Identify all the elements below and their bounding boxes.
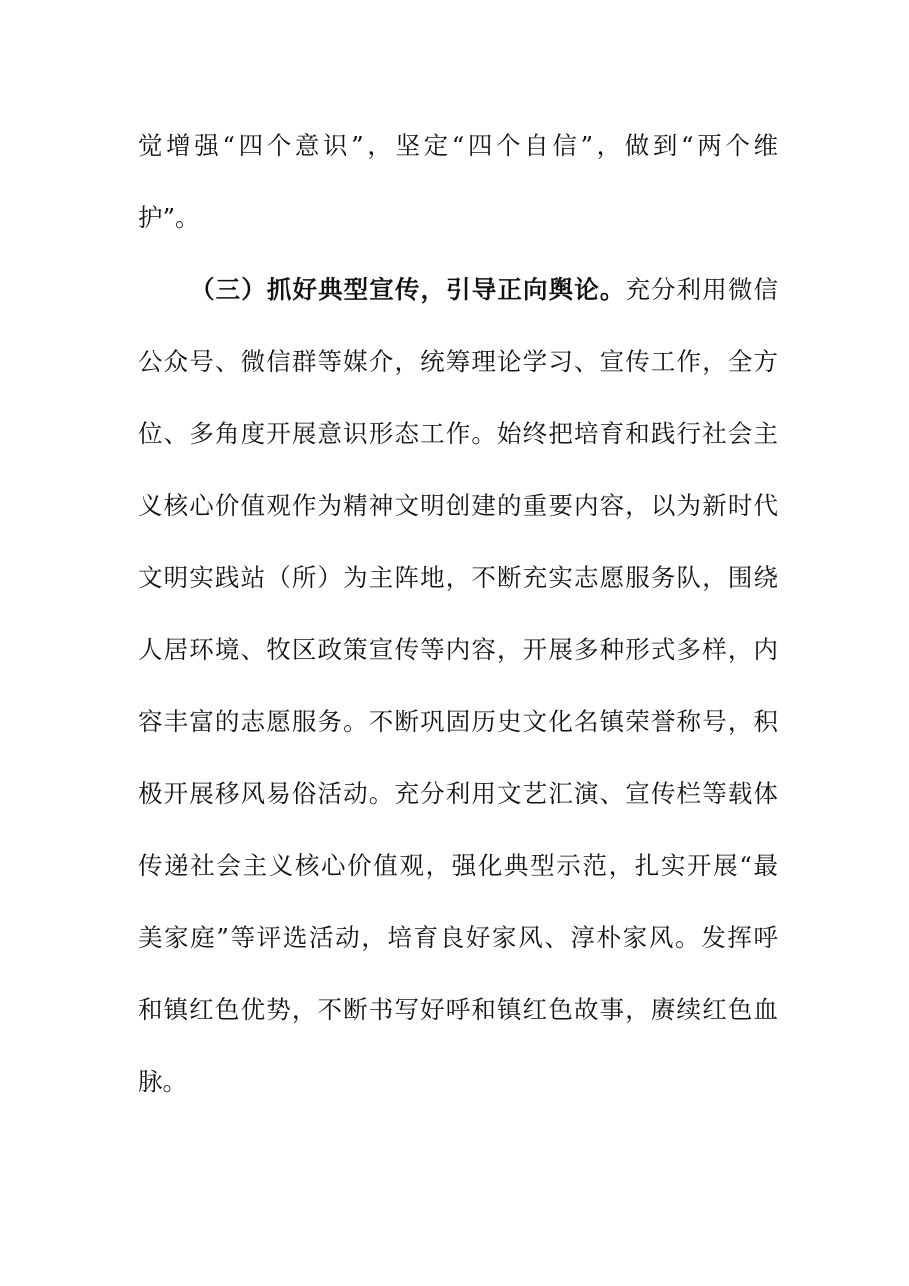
paragraph-line: 人居环境、牧区政策宣传等内容，开展多种形式多样，内 xyxy=(138,635,778,664)
paragraph-line: 义核心价值观作为精神文明创建的重要内容，以为新时代 xyxy=(138,491,778,520)
paragraph-line: 文明实践站（所）为主阵地，不断充实志愿服务队，围绕 xyxy=(138,563,778,592)
paragraph-line: 觉增强“四个意识”，坚定“四个自信”，做到“两个维 xyxy=(138,131,778,160)
paragraph-line: 和镇红色优势，不断书写好呼和镇红色故事，赓续红色血 xyxy=(138,995,778,1024)
paragraph-line: 护”。 xyxy=(138,203,200,232)
section-heading-line xyxy=(190,272,778,308)
paragraph-line: 美家庭”等评选活动，培育良好家风、淳朴家风。发挥呼 xyxy=(138,923,778,952)
paragraph-line: 脉。 xyxy=(138,1067,187,1096)
paragraph-line: 极开展移风易俗活动。充分利用文艺汇演、宣传栏等载体 xyxy=(138,779,778,808)
paragraph-line: 位、多角度开展意识形态工作。始终把培育和践行社会主 xyxy=(138,419,778,448)
section-heading: （三）抓好典型宣传，引导正向舆论。 xyxy=(190,275,626,304)
paragraph-line: 传递社会主义核心价值观，强化典型示范，扎实开展“最 xyxy=(138,851,778,880)
paragraph-line: 公众号、微信群等媒介，统筹理论学习、宣传工作，全方 xyxy=(138,347,778,376)
paragraph-text: 充分利用微信 xyxy=(625,275,779,304)
paragraph-line: 容丰富的志愿服务。不断巩固历史文化名镇荣誉称号，积 xyxy=(138,707,778,736)
